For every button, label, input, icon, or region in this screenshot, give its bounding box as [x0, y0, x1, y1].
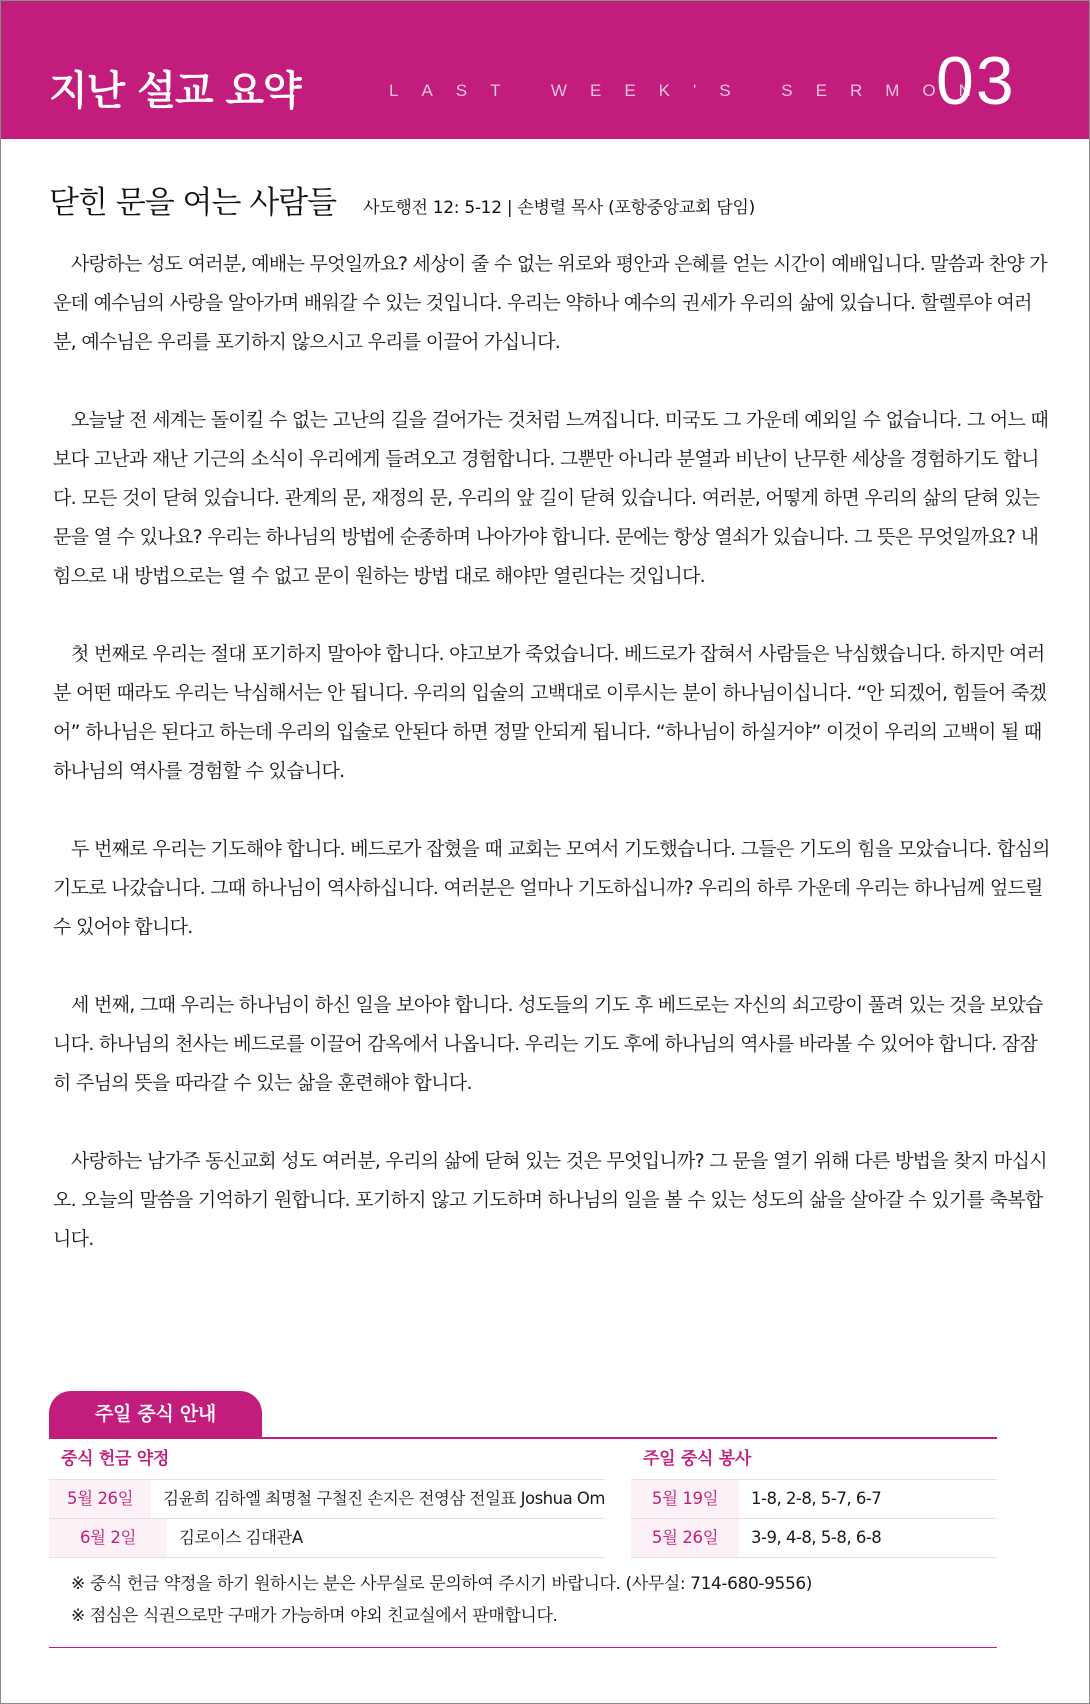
table-row: [49, 1518, 605, 1558]
sermon-title-line: [49, 177, 755, 222]
sermon-paragraph: 사랑하는 성도 여러분, 예배는 무엇일까요? 세상이 줄 수 없는 위로와 평안과 은혜를 얻는 시간이 예배입니다. 말씀과 찬양 가운데 예수님의 사랑을 알아가며 배워갈 수 있는 것입니다. 우리는 약하나 예수의 권세가 우리의 삶에 있습니다. 할렐루야 여러분, 예수님은 우리를 포기하지 않으시고 우리를 이끌어 가십니다.: [53, 253, 1047, 353]
table-row: [631, 1518, 997, 1558]
notice-tab: 주일 중식 안내: [49, 1391, 262, 1437]
notice-notes: [71, 1568, 1001, 1632]
service-table: [631, 1439, 997, 1558]
row-date: 6월 2일: [49, 1519, 167, 1557]
pledge-table: [49, 1439, 605, 1558]
notice-columns: [49, 1439, 997, 1589]
header-subtitle: LAST WEEK'S SERMON: [389, 81, 994, 100]
header-title: 지난 설교 요약: [49, 68, 301, 114]
note-office-contact: ※ 중식 헌금 약정을 하기 원하시는 분은 사무실로 문의하여 주시기 바랍니다. (사무실: 714-680-9556): [71, 1574, 813, 1594]
sermon-paragraph: 오늘날 전 세계는 돌이킬 수 없는 고난의 길을 걸어가는 것처럼 느껴집니다. 미국도 그 가운데 예외일 수 없습니다. 그 어느 때보다 고난과 재난 기근의 소식이 우리에게 들려오고 경험합니다. 그뿐만 아니라 분열과 비난이 난무한 세상을 경험하기도 합니다. 모든 것이 닫혀 있습니다. 관계의 문, 재정의 문, 우리의 앞 길이 닫혀 있습니다. 여러분, 어떻게 하면 우리의 삶의 닫혀 있는 문을 열 수 있나요? 우리는 하나님의 방법에 순종하며 나아가야 합니다. 문에는 항상 열쇠가 있습니다. 그 뜻은 무엇일까요? 내 힘으로 내 방법으로는 열 수 없고 문이 원하는 방법 대로 해야만 열린다는 것입니다.: [53, 409, 1049, 587]
lunch-notice: [49, 1391, 997, 1589]
sermon-paragraph: 세 번째, 그때 우리는 하나님이 하신 일을 보아야 합니다. 성도들의 기도 후 베드로는 자신의 쇠고랑이 풀려 있는 것을 보았습니다. 하나님의 천사는 베드로를 이끌어 감옥에서 나옵니다. 우리는 기도 후에 하나님의 역사를 바라볼 수 있어야 합니다. 잠잠히 주님의 뜻을 따라갈 수 있는 삶을 훈련해야 합니다.: [53, 994, 1043, 1094]
row-value: 김윤희 김하엘 최명철 구철진 손지은 전영삼 전일표 Joshua Om: [163, 1489, 605, 1508]
row-value: 김로이스 김대관A: [179, 1528, 303, 1547]
table-row: [49, 1479, 605, 1518]
page-number: 03: [936, 43, 1016, 119]
row-value: 3-9, 4-8, 5-8, 6-8: [751, 1528, 882, 1547]
service-heading: 주일 중식 봉사: [643, 1449, 751, 1469]
note-lunch-ticket: ※ 점심은 식권으로만 구매가 가능하며 야외 친교실에서 판매합니다.: [71, 1606, 558, 1626]
pledge-heading: 중식 헌금 약정: [61, 1449, 169, 1469]
table-row: [631, 1479, 997, 1518]
sermon-reference: 사도행전 12: 5-12 | 손병렬 목사 (포항중앙교회 담임): [363, 198, 755, 218]
sermon-paragraph: 사랑하는 남가주 동신교회 성도 여러분, 우리의 삶에 닫혀 있는 것은 무엇입니까? 그 문을 열기 위해 다른 방법을 찾지 마십시오. 오늘의 말씀을 기억하기 원합니다. 포기하지 않고 기도하며 하나님의 일을 볼 수 있는 성도의 삶을 살아갈 수 있기를 축복합니다.: [53, 1150, 1047, 1250]
row-date: 5월 19일: [631, 1480, 739, 1518]
sermon-body: [53, 245, 1053, 1259]
row-value: 1-8, 2-8, 5-7, 6-7: [751, 1489, 882, 1508]
bottom-divider: [49, 1647, 997, 1648]
row-date: 5월 26일: [49, 1480, 151, 1518]
sermon-paragraph: 첫 번째로 우리는 절대 포기하지 말아야 합니다. 야고보가 죽었습니다. 베드로가 잡혀서 사람들은 낙심했습니다. 하지만 여러분 어떤 때라도 우리는 낙심해서는 안 됩니다. 우리의 입술의 고백대로 이루시는 분이 하나님이십니다. “안 되겠어, 힘들어 죽겠어” 하나님은 된다고 하는데 우리의 입술로 안된다 하면 정말 안되게 됩니다. “하나님이 하실거야” 이것이 우리의 고백이 될 때 하나님의 역사를 경험할 수 있습니다.: [53, 643, 1047, 782]
sermon-title: 닫힌 문을 여는 사람들: [49, 185, 337, 221]
sermon-paragraph: 두 번째로 우리는 기도해야 합니다. 베드로가 잡혔을 때 교회는 모여서 기도했습니다. 그들은 기도의 힘을 모았습니다. 합심의 기도로 나갔습니다. 그때 하나님이 역사하십니다. 여러분은 얼마나 기도하십니까? 우리의 하루 가운데 우리는 하나님께 엎드릴 수 있어야 합니다.: [53, 838, 1050, 938]
row-date: 5월 26일: [631, 1519, 739, 1557]
page-header: [1, 1, 1089, 139]
